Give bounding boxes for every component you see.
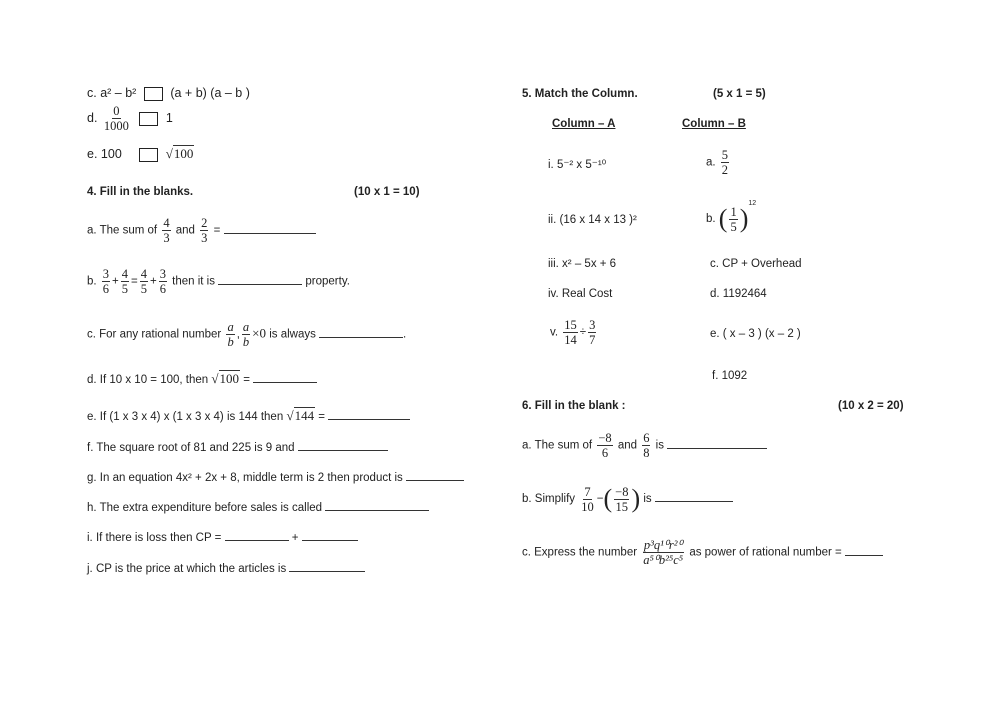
answer-blank[interactable] <box>319 327 403 338</box>
column-b-item-f: f. 1092 <box>712 370 748 382</box>
left-expression: 100 <box>100 147 122 161</box>
fill-blank-a: a. The sum of $\frac{4}{3}$ and $\frac{2}{3}$ = <box>87 216 316 245</box>
item-label: c. <box>87 86 97 100</box>
column-a-item-iv: iv. Real Cost <box>548 288 613 300</box>
answer-blank[interactable] <box>225 530 289 541</box>
fill-blank-j: j. CP is the price at which the articles is <box>87 561 365 575</box>
section6-blank-a: a. The sum of $\frac{-8}{6}$ and $\frac{6}{8}$ is <box>522 431 767 460</box>
fill-blank-f: f. The square root of 81 and 225 is 9 and <box>87 440 388 454</box>
fill-blank-i: i. If there is loss then CP = + <box>87 530 358 544</box>
item-label: d. <box>87 110 98 125</box>
fill-blank-c: c. For any rational number $\frac{a}{b}$ , $\frac{a}{b}$ ×0 is always . <box>87 320 407 349</box>
right-expression: 1 <box>165 110 173 125</box>
column-b-item-b: b. ( $\frac{1}{5}$ )$^{12}$ <box>706 200 757 234</box>
section-5-title: 5. Match the Column. <box>522 88 638 100</box>
answer-blank[interactable] <box>298 440 388 451</box>
answer-blank[interactable] <box>325 500 429 511</box>
column-b-item-d: d. 1192464 <box>710 288 767 300</box>
column-b-header: Column – B <box>682 118 746 130</box>
answer-blank[interactable] <box>667 438 767 449</box>
comparison-item-c <box>87 86 250 101</box>
column-a-item-v: v. $\frac{15}{14}$ ÷ $\frac{3}{7}$ <box>550 318 596 347</box>
fill-blank-h: h. The extra expenditure before sales is called <box>87 500 429 514</box>
answer-blank[interactable] <box>289 561 365 572</box>
square-root: √100 <box>165 146 194 161</box>
column-a-item-i: i. 5⁻² x 5⁻¹⁰ <box>548 159 607 171</box>
right-expression: (a + b) (a – b ) <box>170 86 250 100</box>
comparison-answer-box[interactable] <box>144 87 163 101</box>
section-6-title: 6. Fill in the blank : <box>522 400 626 412</box>
item-label: e. <box>87 147 98 161</box>
fraction: $\frac{4}{3}$ <box>163 216 170 245</box>
fill-blank-b: b. $\frac{3}{6}$ + $\frac{4}{5}$ = $\frac{4}{5}$ + $\frac{3}{6}$ then it is property. <box>87 267 350 296</box>
left-expression: a² – b² <box>100 86 137 100</box>
section-6-marks: (10 x 2 = 20) <box>838 400 904 412</box>
column-b-item-a: a. $\frac{5}{2}$ <box>706 148 729 177</box>
answer-blank[interactable] <box>406 470 464 481</box>
answer-blank[interactable] <box>224 223 316 234</box>
fraction: $\frac{0}{1000}$ <box>103 104 129 133</box>
answer-blank[interactable] <box>218 274 302 285</box>
section-5-marks: (5 x 1 = 5) <box>713 88 766 100</box>
column-b-item-c: c. CP + Overhead <box>710 258 802 270</box>
section6-blank-b: b. Simplify $\frac{7}{10}$ −( $\frac{-8}{15}$ ) is <box>522 484 733 514</box>
column-a-item-ii: ii. (16 x 14 x 13 )² <box>548 214 637 226</box>
section-4-title: 4. Fill in the blanks. <box>87 186 194 198</box>
square-root: √144 <box>286 408 315 423</box>
column-a-header: Column – A <box>552 118 616 130</box>
section-4-marks: (10 x 1 = 10) <box>354 186 420 198</box>
answer-blank[interactable] <box>845 545 883 556</box>
section6-blank-c: c. Express the number $\frac{\text{p³q¹⁰r²⁰}}{\text{a⁵⁰b²⁵c⁵}}$ as power of rational number = <box>522 538 883 567</box>
answer-blank[interactable] <box>655 491 733 502</box>
fraction: $\frac{2}{3}$ <box>201 216 208 245</box>
comparison-answer-box[interactable] <box>139 148 158 162</box>
comparison-item-e <box>87 146 194 162</box>
fill-blank-d: d. If 10 x 10 = 100, then √100 = <box>87 371 317 387</box>
square-root: √100 <box>211 371 240 386</box>
fill-blank-g: g. In an equation 4x² + 2x + 8, middle term is 2 then product is <box>87 470 464 484</box>
comparison-item-d <box>87 104 173 133</box>
answer-blank[interactable] <box>302 530 358 541</box>
column-b-item-e: e. ( x – 3 ) (x – 2 ) <box>710 328 801 340</box>
answer-blank[interactable] <box>253 372 317 383</box>
answer-blank[interactable] <box>328 409 410 420</box>
comparison-answer-box[interactable] <box>139 112 158 126</box>
column-a-item-iii: iii. x² – 5x + 6 <box>548 258 617 270</box>
fill-blank-e: e. If (1 x 3 x 4) x (1 x 3 x 4) is 144 then √144 = <box>87 408 410 424</box>
